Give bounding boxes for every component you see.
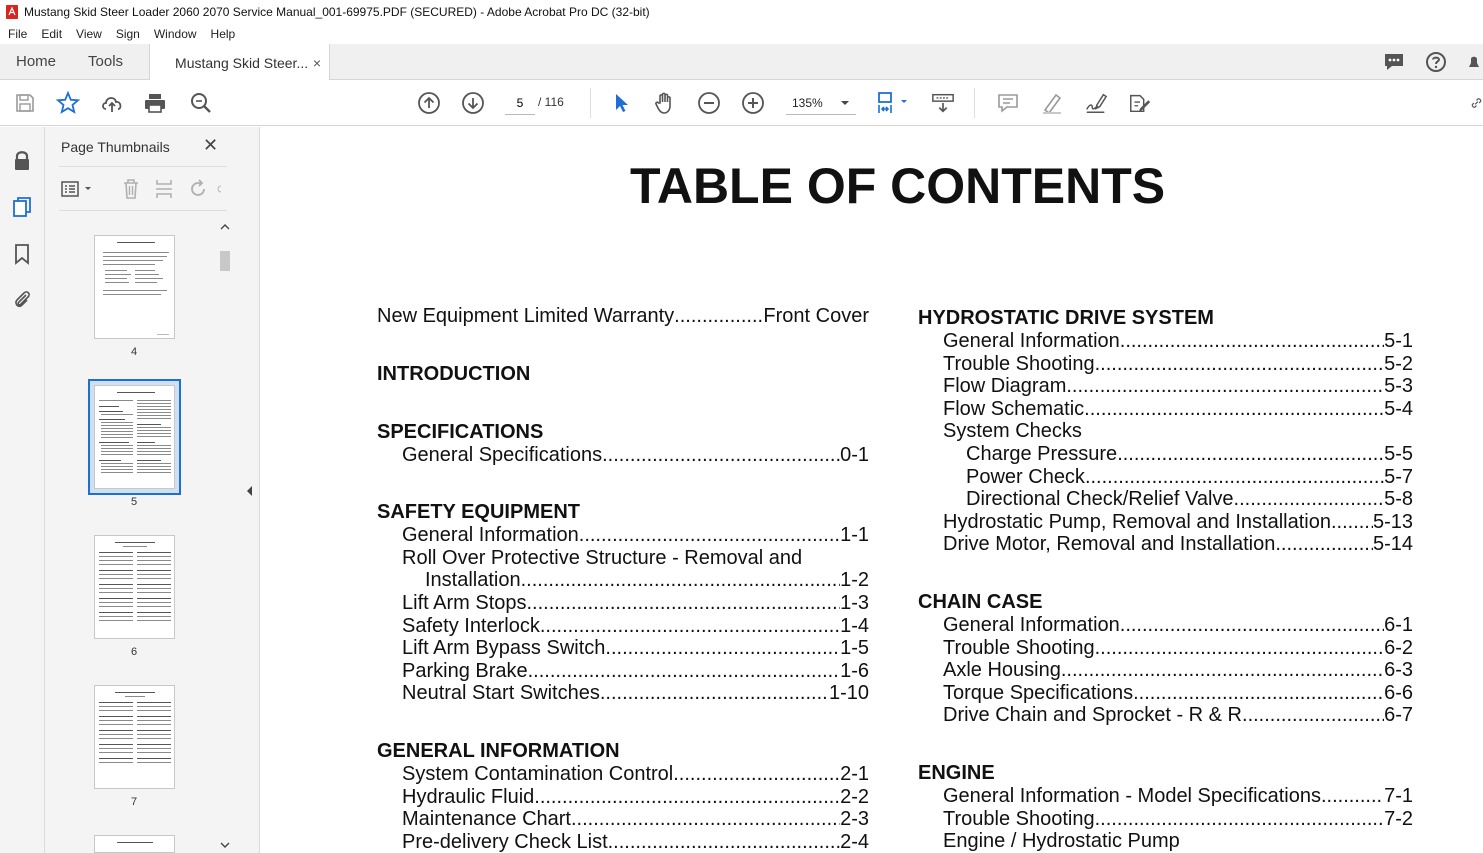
menu-bar (0, 24, 1483, 44)
toc-entry[interactable] (918, 659, 1413, 682)
toc-page-number: 6-6 (1384, 681, 1413, 704)
toc-text-line (918, 420, 1413, 443)
toc-entry-label: Pre-delivery Check List (402, 830, 608, 853)
tab-tools[interactable]: Tools (88, 53, 124, 70)
toc-leader-dots (1331, 511, 1373, 534)
toc-entry[interactable] (918, 488, 1413, 511)
toc-entry-label: System Checks (943, 420, 1082, 443)
toc-leader-dots (673, 763, 840, 786)
toc-entry-label: Trouble Shooting (943, 352, 1095, 375)
zoom-level-select[interactable] (786, 91, 856, 115)
toc-leader-dots (527, 592, 841, 615)
toc-entry[interactable] (918, 682, 1413, 705)
toc-entry-label: System Contamination Control (402, 762, 674, 785)
collapse-panel-icon[interactable] (245, 485, 255, 497)
menu-sign[interactable]: Sign (115, 27, 140, 41)
toc-page-number: 1-2 (840, 569, 869, 592)
toc-page-number: 7-1 (1384, 784, 1413, 807)
toc-leader-dots (521, 569, 840, 592)
toc-entry-label: Roll Over Protective Structure - Removal and (402, 546, 803, 569)
tab-home[interactable]: Home (16, 53, 57, 70)
toc-entry-label: General Information (402, 524, 579, 547)
toc-spacer (377, 328, 869, 363)
toolbar-divider (590, 88, 591, 118)
toc-entry-label: Trouble Shooting (943, 636, 1095, 659)
toc-entry-label: General Specifications (402, 443, 603, 466)
toc-leader-dots (579, 524, 840, 547)
toc-section-heading: GENERAL INFORMATION (377, 739, 620, 762)
toc-entry-label: Neutral Start Switches (402, 682, 600, 705)
total-pages-label: / 116 (538, 95, 564, 109)
toc-leader-dots (1120, 614, 1384, 637)
toc-leader-dots (1085, 466, 1384, 489)
next-page-icon[interactable] (461, 91, 485, 115)
toc-spacer (918, 556, 1413, 591)
toc-leader-dots (1242, 704, 1384, 727)
toc-leader-dots (1061, 659, 1384, 682)
page-thumbnail-8[interactable] (94, 835, 175, 853)
toc-section-heading: SAFETY EQUIPMENT (377, 501, 580, 524)
toc-entry[interactable] (918, 330, 1413, 353)
toc-section-heading: HYDROSTATIC DRIVE SYSTEM (918, 307, 1214, 329)
toc-page-number: 5-13 (1372, 510, 1413, 533)
toc-entry-label: Torque Specifications (943, 681, 1134, 704)
toc-entry[interactable] (918, 533, 1413, 556)
toc-entry[interactable] (377, 786, 869, 809)
toc-leader-dots (608, 831, 840, 853)
hand-tool-icon[interactable] (653, 91, 677, 115)
toc-page-number: 7-2 (1384, 807, 1413, 830)
scroll-up-icon[interactable] (220, 223, 230, 231)
toc-entry[interactable] (918, 375, 1413, 398)
zoom-out-icon[interactable] (697, 91, 721, 115)
page-display-icon[interactable] (873, 91, 913, 115)
title-bar (0, 0, 1483, 24)
toc-entry-label: Lift Arm Bypass Switch (402, 637, 606, 660)
zoom-search-icon[interactable] (189, 91, 213, 115)
toc-heading: TABLE OF CONTENTS (630, 158, 1166, 214)
toc-entry-label: Parking Brake (402, 659, 528, 682)
toc-entry[interactable] (377, 569, 869, 592)
toc-page-number: 1-10 (828, 682, 869, 705)
toc-entry[interactable] (918, 785, 1413, 808)
toc-spacer (377, 466, 869, 501)
tab-close-icon[interactable]: × (312, 54, 322, 71)
toc-leader-dots (1084, 398, 1384, 421)
toc-page-number: 2-1 (840, 762, 869, 785)
toc-page-number: 5-3 (1384, 375, 1413, 398)
toc-entry[interactable] (377, 615, 869, 638)
toc-section-heading: INTRODUCTION (377, 362, 531, 385)
attachments-paperclip-icon[interactable] (10, 287, 34, 311)
thumbnail-label-7: 7 (130, 796, 138, 808)
panel-divider (59, 210, 227, 211)
toc-spacer (918, 727, 1413, 762)
panel-divider (59, 166, 227, 167)
toc-entry[interactable] (377, 831, 869, 853)
toc-entry-label: Flow Schematic (943, 397, 1085, 420)
toc-page-number: 6-3 (1384, 659, 1413, 682)
toc-leader-dots (674, 305, 763, 328)
lock-security-icon[interactable] (10, 148, 34, 172)
toc-entry[interactable] (377, 763, 869, 786)
scroll-down-icon[interactable] (220, 841, 230, 849)
toc-entry-label: Axle Housing (943, 659, 1061, 682)
toc-leader-dots (1275, 533, 1373, 556)
menu-help[interactable]: Help (210, 27, 236, 41)
document-view (260, 127, 1483, 853)
window-title: Mustang Skid Steer Loader 2060 2070 Service Manual_001-69975.PDF (SECURED) - Adobe Acrobat Pro DC (32-bit) (24, 5, 650, 19)
comment-icon[interactable] (996, 91, 1020, 115)
toc-entry-label: General Information - Model Specifications (943, 784, 1321, 807)
thumbnail-label-4: 4 (130, 346, 138, 358)
panel-splitter[interactable] (241, 127, 260, 853)
toc-text-line (377, 547, 869, 570)
panel-close-icon[interactable]: ✕ (203, 135, 219, 155)
toolbar-divider (974, 88, 975, 118)
toc-leader-dots (1095, 808, 1385, 831)
toc-entry-label: General Information (943, 613, 1120, 636)
toc-entry[interactable] (377, 808, 869, 831)
left-navigation-rail (0, 127, 45, 853)
menu-window[interactable]: Window (153, 27, 197, 41)
toc-entry-label: Maintenance Chart (402, 808, 571, 831)
toc-entry[interactable] (377, 637, 869, 660)
thumbnail-label-6: 6 (130, 646, 138, 658)
previous-page-icon[interactable] (417, 91, 441, 115)
toc-page-number: 1-6 (840, 659, 869, 682)
toc-leader-dots (1133, 682, 1384, 705)
toc-page-number: 2-4 (840, 830, 869, 853)
toc-left-column (377, 305, 869, 853)
toc-entry[interactable] (918, 443, 1413, 466)
toc-section-heading: ENGINE (918, 761, 995, 784)
toc-entry[interactable] (377, 444, 869, 467)
toc-leader-dots (1321, 785, 1384, 808)
zoom-in-icon[interactable] (741, 91, 765, 115)
toc-entry-label: Drive Chain and Sprocket - R & R (943, 704, 1243, 727)
sign-pen-icon[interactable] (1084, 91, 1108, 115)
toc-page-number: 5-1 (1384, 330, 1413, 352)
toc-leader-dots (602, 444, 840, 467)
panel-title: Page Thumbnails (61, 139, 170, 155)
toc-entry-label: Trouble Shooting (943, 807, 1095, 830)
tab-bar-right-icons (1383, 44, 1483, 80)
scrolling-mode-icon[interactable] (931, 91, 955, 115)
toc-page-number: 6-7 (1384, 704, 1413, 727)
comment-share-icon[interactable] (1383, 52, 1405, 72)
toc-page-number: 6-2 (1384, 636, 1413, 659)
toc-leader-dots (528, 660, 840, 683)
toc-section-heading: CHAIN CASE (918, 590, 1043, 613)
toc-entry-label: Directional Check/Relief Valve (966, 488, 1234, 511)
page-thumbnail-5[interactable] (94, 385, 175, 489)
toc-entry[interactable] (377, 305, 869, 328)
toc-entry-label: Hydraulic Fluid (402, 785, 535, 808)
toc-page-number: 5-14 (1372, 533, 1413, 556)
page-thumbnail-6[interactable] (94, 535, 175, 639)
save-icon[interactable] (13, 91, 37, 115)
toc-page-number: 5-8 (1384, 488, 1413, 511)
toc-section-heading: SPECIFICATIONS (377, 420, 544, 443)
thumbnail-scrollbar[interactable] (218, 219, 232, 852)
toc-leader-dots (534, 786, 840, 809)
toc-spacer (377, 705, 869, 740)
toc-entry[interactable] (377, 592, 869, 615)
toc-entry[interactable] (918, 614, 1413, 637)
page-thumbnail-7[interactable] (94, 685, 175, 789)
toc-page-number: 1-3 (840, 591, 869, 614)
zoom-level-value: 135% (792, 95, 823, 110)
toc-leader-dots (1066, 375, 1384, 398)
notifications-bell-icon[interactable] (1467, 51, 1481, 73)
acrobat-app-icon (6, 5, 18, 19)
toc-page-number: 2-3 (840, 808, 869, 831)
delete-pages-icon[interactable] (120, 177, 142, 201)
toc-entry-label: General Information (943, 330, 1120, 352)
toc-page-number: 1-1 (840, 524, 869, 547)
toc-entry[interactable] (918, 511, 1413, 534)
toc-entry[interactable] (377, 682, 869, 705)
toc-page-number: 1-4 (840, 614, 869, 637)
thumbnail-options-icon[interactable] (61, 177, 95, 201)
toc-leader-dots (600, 682, 829, 705)
toc-leader-dots (1120, 330, 1384, 353)
toc-leader-dots (540, 615, 840, 638)
toc-entry-label: Lift Arm Stops (402, 591, 527, 614)
toc-right-column (918, 307, 1413, 853)
toc-page-number: 5-4 (1384, 397, 1413, 420)
select-cursor-icon[interactable] (609, 91, 633, 115)
menu-edit[interactable]: Edit (41, 27, 63, 41)
toc-leader-dots (605, 637, 840, 660)
toc-page-number: 5-2 (1384, 352, 1413, 375)
page-thumbnail-4[interactable] (94, 235, 175, 339)
toc-leader-dots (1095, 637, 1385, 660)
insert-pages-icon[interactable] (153, 177, 175, 201)
page-thumbnails-panel (45, 127, 241, 853)
toc-entry[interactable] (377, 524, 869, 547)
toc-entry-label: Hydrostatic Pump, Removal and Installation (943, 510, 1331, 533)
page-thumbnails-icon[interactable] (10, 195, 34, 219)
chevron-down-icon (840, 100, 850, 106)
toc-entry-label: Charge Pressure (966, 442, 1118, 465)
toc-page-number: 5-5 (1384, 442, 1413, 465)
toc-entry-label: Safety Interlock (402, 614, 540, 637)
toc-entry-label: New Equipment Limited Warranty (377, 305, 675, 327)
toc-entry-label: Power Check (966, 465, 1085, 488)
page-number-input[interactable] (505, 91, 535, 115)
toc-text-line (918, 830, 1413, 853)
toc-page-number: 5-7 (1384, 465, 1413, 488)
toc-leader-dots (1117, 443, 1384, 466)
toc-page-number: Front Cover (763, 305, 869, 327)
toc-page-number: 1-5 (840, 637, 869, 660)
highlight-pen-icon[interactable] (1040, 91, 1064, 115)
toc-entry[interactable] (918, 353, 1413, 376)
thumbnail-label-5: 5 (130, 496, 138, 508)
help-icon[interactable] (1425, 51, 1447, 73)
toc-entry-label: Installation (425, 569, 521, 592)
link-icon[interactable] (1470, 91, 1483, 115)
menu-view[interactable]: View (76, 27, 102, 41)
rotate-page-icon[interactable] (187, 177, 209, 201)
upload-cloud-icon[interactable] (100, 91, 124, 115)
toc-leader-dots (1095, 353, 1385, 376)
toc-entry-label: Flow Diagram (943, 375, 1067, 398)
toc-page-number: 0-1 (840, 443, 869, 466)
menu-file[interactable]: File (8, 27, 28, 41)
toc-page-number: 6-1 (1384, 613, 1413, 636)
toc-entry[interactable] (918, 704, 1413, 727)
toc-spacer (377, 386, 869, 421)
toc-entry[interactable] (918, 808, 1413, 831)
toc-entry[interactable] (918, 398, 1413, 421)
print-icon[interactable] (143, 91, 167, 115)
toc-entry-label: Drive Motor, Removal and Installation (943, 533, 1276, 556)
bookmarks-icon[interactable] (10, 242, 34, 266)
toc-leader-dots (1234, 488, 1385, 511)
bookmark-star-icon[interactable] (56, 91, 80, 115)
tab-document[interactable] (149, 44, 330, 81)
toc-entry[interactable] (377, 660, 869, 683)
tab-bar (0, 44, 1483, 80)
toc-entry-label: Engine / Hydrostatic Pump (943, 830, 1180, 853)
toc-entry[interactable] (918, 466, 1413, 489)
tab-document-label: Mustang Skid Steer... (175, 54, 309, 71)
toc-page-number: 2-2 (840, 785, 869, 808)
scrollbar-thumb[interactable] (220, 251, 230, 271)
redact-edit-icon[interactable] (1128, 91, 1152, 115)
toc-entry[interactable] (918, 637, 1413, 660)
rotate-clockwise-icon[interactable] (217, 177, 227, 201)
toc-leader-dots (571, 808, 840, 831)
